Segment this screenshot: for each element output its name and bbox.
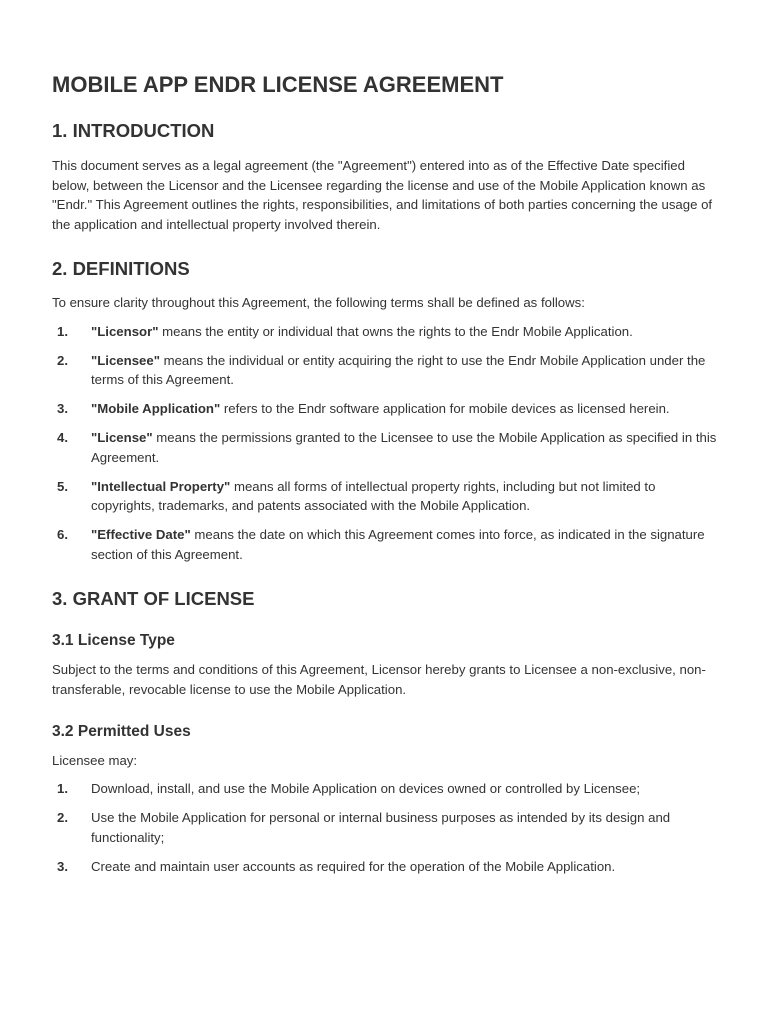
list-number: 6. <box>57 527 68 543</box>
definition-text: means the entity or individual that owns the rights to the Endr Mobile Application. <box>158 323 633 339</box>
introduction-paragraph: This document serves as a legal agreement (the "Agreement") entered into as of the Effective Date specified below, between the Licensor and the Licensee regarding the license and use of the Mobile Application known as "Endr." This Agreement outlines the rights, responsibilities, and limitations of both parties concerning the usage of the application and intellectual property involved therein. <box>52 158 713 232</box>
list-number: 2. <box>57 352 68 368</box>
definition-term: "License" <box>91 430 153 446</box>
list-item <box>52 808 722 847</box>
list-number: 4. <box>57 430 68 446</box>
definition-text: means the permissions granted to the Licensee to use the Mobile Application as specified in this Agreement. <box>91 430 717 465</box>
list-number: 3. <box>57 858 68 874</box>
permitted-use-text: Create and maintain user accounts as required for the operation of the Mobile Application. <box>91 858 616 874</box>
definitions-list <box>52 322 722 564</box>
permitted-use-text: Use the Mobile Application for personal or internal business purposes as intended by its design and functionality; <box>91 810 671 845</box>
subsection-heading-license-type: 3.1 License Type <box>52 632 175 650</box>
list-item <box>52 779 722 799</box>
section-heading-grant-of-license: 3. GRANT OF LICENSE <box>52 588 255 610</box>
license-type-paragraph: Subject to the terms and conditions of this Agreement, Licensor hereby grants to Licensee a non-exclusive, non-transferable, revocable license to use the Mobile Application. <box>52 662 706 697</box>
list-item <box>52 428 722 467</box>
definition-term: "Effective Date" <box>91 527 191 543</box>
definition-term: "Mobile Application" <box>91 401 221 417</box>
document-page <box>52 68 722 876</box>
permitted-uses-intro: Licensee may: <box>52 752 138 768</box>
section-heading-definitions: 2. DEFINITIONS <box>52 258 190 280</box>
permitted-use-text: Download, install, and use the Mobile Application on devices owned or controlled by Licensee; <box>91 781 641 797</box>
definition-text: means all forms of intellectual property rights, including but not limited to copyrights, trademarks, and patents associated with the Mobile Application. <box>91 478 656 514</box>
list-item <box>52 322 722 342</box>
list-item <box>52 399 722 419</box>
definition-term: "Licensee" <box>91 352 160 368</box>
definition-term: "Licensor" <box>91 323 159 339</box>
list-number: 5. <box>57 478 68 494</box>
definition-text: means the date on which this Agreement comes into force, as indicated in the signature section of this Agreement. <box>91 527 705 562</box>
list-number: 1. <box>57 781 68 797</box>
definition-term: "Intellectual Property" <box>91 478 231 494</box>
definitions-intro: To ensure clarity throughout this Agreement, the following terms shall be defined as follows: <box>52 295 585 311</box>
list-item <box>52 857 722 877</box>
section-heading-introduction: 1. INTRODUCTION <box>52 120 215 141</box>
subsection-heading-permitted-uses: 3.2 Permitted Uses <box>52 722 191 740</box>
list-number: 2. <box>57 810 68 826</box>
list-item <box>52 525 722 564</box>
list-number: 3. <box>57 401 68 417</box>
permitted-uses-list <box>52 779 722 876</box>
list-number: 1. <box>57 323 68 339</box>
document-title: MOBILE APP ENDR LICENSE AGREEMENT <box>52 72 504 97</box>
list-item <box>52 477 722 516</box>
definition-text: refers to the Endr software application for mobile devices as licensed herein. <box>220 401 670 417</box>
definition-text: means the individual or entity acquiring the right to use the Endr Mobile Application under the terms of this Agreement. <box>91 352 706 388</box>
list-item <box>52 351 722 390</box>
